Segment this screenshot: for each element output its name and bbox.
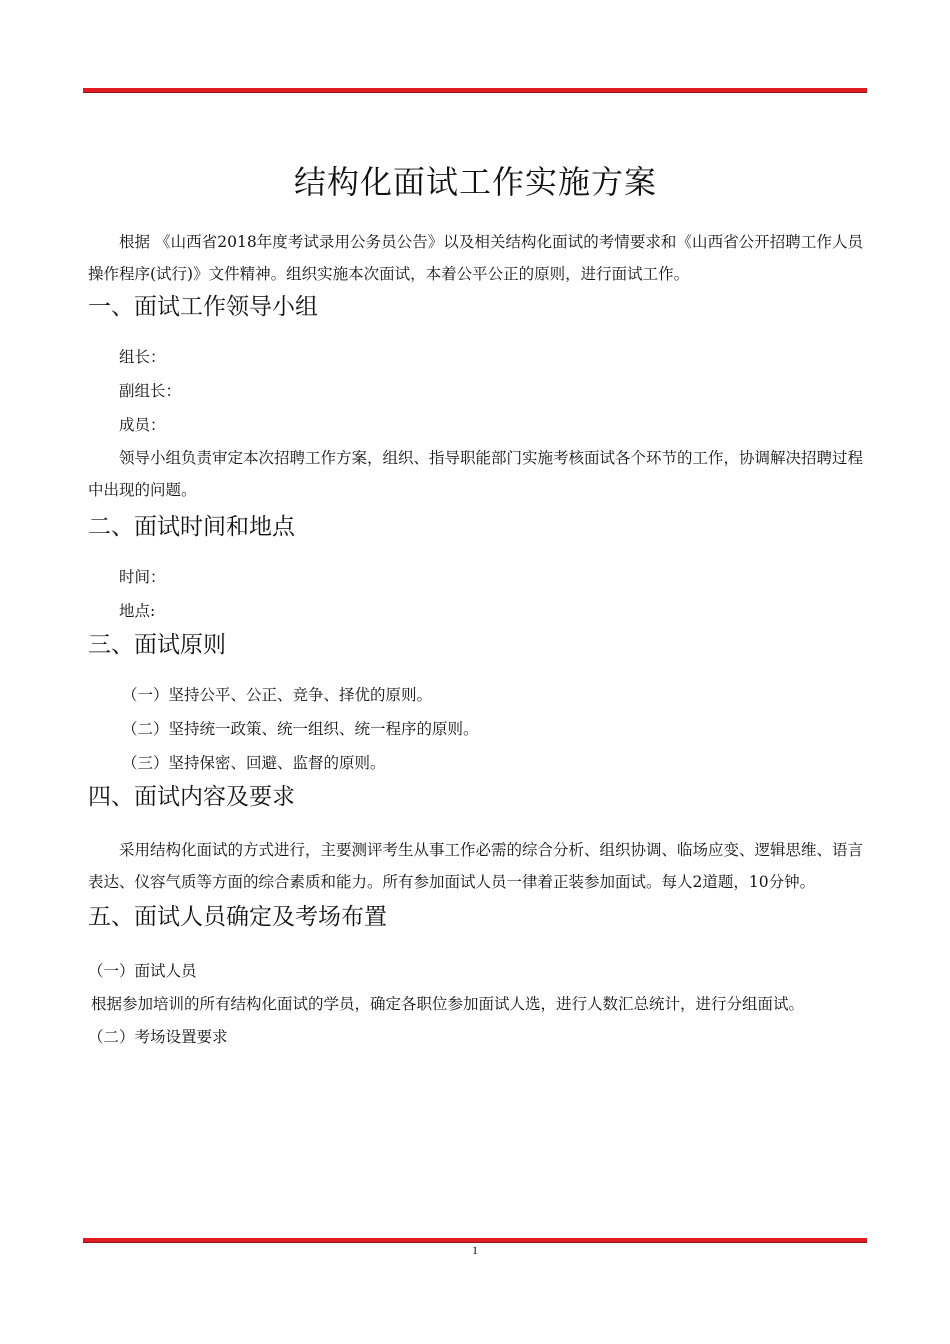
intro-paragraph: 根据 《山西省2018年度考试录用公务员公告》以及相关结构化面试的考情要求和《山西省公开招聘工作人员操作程序(试行)》文件精神。组织实施本次面试，本着公平公正的原则，进行面试工作。 — [88, 233, 863, 283]
time-line: 时间： — [119, 568, 166, 586]
header-rule — [83, 88, 867, 93]
deputy-leader-line: 副组长： — [119, 382, 182, 400]
personnel-paragraph: 根据参加培训的所有结构化面试的学员，确定各职位参加面试人选，进行人数汇总统计，进行分组面试。 — [91, 995, 805, 1013]
document-title: 结构化面试工作实施方案 — [293, 163, 657, 201]
section-heading: 二、面试时间和地点 — [88, 514, 295, 540]
section-principles — [88, 628, 863, 780]
content-paragraph: 采用结构化面试的方式进行，主要测评考生从事工作必需的综合分析、组织协调、临场应变、逻辑思维、语言表达、仪容气质等方面的综合素质和能力。所有参加面试人员一律着正装参加面试。每人2道题，10分钟。 — [88, 841, 864, 891]
page-number: 1 — [472, 1243, 478, 1257]
place-line: 地点: — [119, 602, 156, 620]
section-personnel-venue — [88, 900, 863, 1054]
leader-line: 组长： — [119, 348, 166, 366]
section-leadership — [88, 290, 863, 506]
section-heading: 三、面试原则 — [88, 632, 226, 658]
members-line: 成员： — [119, 416, 166, 434]
subsection-label: （一）面试人员 — [88, 962, 197, 980]
principle-item: （三）坚持保密、回避、监督的原则。 — [122, 754, 386, 772]
section-heading: 五、面试人员确定及考场布置 — [88, 904, 387, 930]
subsection-label: （二）考场设置要求 — [88, 1028, 228, 1046]
section-heading: 一、面试工作领导小组 — [88, 294, 318, 320]
section-content-requirements — [88, 780, 863, 898]
principle-item: （二）坚持统一政策、统一组织、统一程序的原则。 — [122, 720, 479, 738]
leadership-paragraph: 领导小组负责审定本次招聘工作方案，组织、指导职能部门实施考核面试各个环节的工作，协调解决招聘过程中出现的问题。 — [88, 449, 864, 499]
principle-item: （一）坚持公平、公正、竞争、择优的原则。 — [122, 686, 433, 704]
document-body — [88, 160, 863, 1054]
section-time-place — [88, 510, 863, 628]
section-heading: 四、面试内容及要求 — [88, 784, 295, 810]
